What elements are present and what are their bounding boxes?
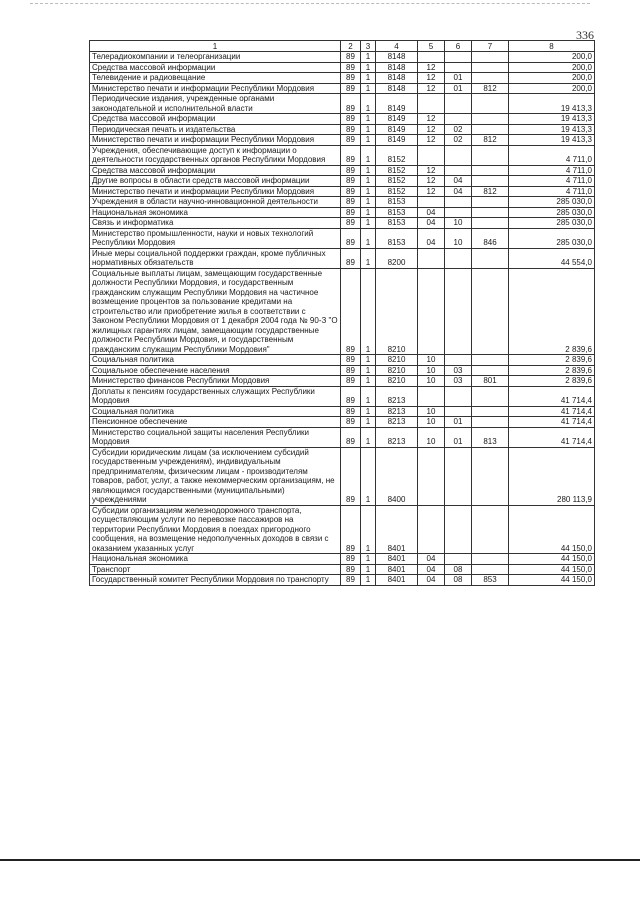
row-code-cell: 8152 [376,186,418,197]
table-row [90,83,595,94]
row-code-cell [418,447,445,505]
row-amount-cell: 4 711,0 [509,145,595,165]
row-amount-cell: 2 839,6 [509,376,595,387]
row-code-cell: 10 [445,228,472,248]
row-code-cell: 12 [418,83,445,94]
row-code-cell: 89 [341,165,361,176]
row-code-cell [472,52,509,63]
row-code-cell: 8213 [376,417,418,428]
row-name-cell: Транспорт [90,564,341,575]
row-name-cell: Периодическая печать и издательства [90,124,341,135]
row-code-cell: 89 [341,94,361,114]
row-code-cell: 04 [445,186,472,197]
row-code-cell: 1 [361,83,376,94]
row-name-cell: Субсидии юридическим лицам (за исключением субсидий государственным учреждениям), индивидуальным предпринимателям, физическим лицам - производителям товаров, работ, услуг, а также некоммерческим организациям, не являющимся государственными (муниципальными) учреждениями [90,447,341,505]
row-name-cell: Министерство промышленности, науки и новых технологий Республики Мордовия [90,228,341,248]
row-code-cell: 8152 [376,165,418,176]
row-code-cell: 04 [418,228,445,248]
table-row [90,186,595,197]
row-code-cell [472,248,509,268]
row-code-cell: 1 [361,355,376,366]
row-code-cell [472,218,509,229]
row-amount-cell: 19 413,3 [509,135,595,146]
row-code-cell: 1 [361,52,376,63]
table-row [90,228,595,248]
row-name-cell: Учреждения, обеспечивающие доступ к информации о деятельности государственных органов Республики Мордовия [90,145,341,165]
row-amount-cell: 285 030,0 [509,197,595,208]
row-code-cell: 8213 [376,427,418,447]
row-amount-cell: 285 030,0 [509,228,595,248]
row-code-cell: 1 [361,228,376,248]
row-code-cell: 12 [418,176,445,187]
row-code-cell: 12 [418,165,445,176]
row-code-cell [472,554,509,565]
table-row [90,73,595,84]
row-code-cell: 89 [341,268,361,355]
row-code-cell: 1 [361,114,376,125]
table-row [90,165,595,176]
row-code-cell: 853 [472,575,509,586]
table-row [90,207,595,218]
row-code-cell: 1 [361,417,376,428]
row-code-cell: 89 [341,376,361,387]
row-code-cell: 03 [445,365,472,376]
row-code-cell: 1 [361,376,376,387]
row-amount-cell: 200,0 [509,62,595,73]
table-row [90,145,595,165]
row-code-cell: 08 [445,575,472,586]
row-code-cell [472,94,509,114]
row-code-cell: 12 [418,135,445,146]
row-amount-cell: 4 711,0 [509,176,595,187]
row-code-cell [445,268,472,355]
row-code-cell [472,505,509,554]
row-code-cell [418,94,445,114]
row-name-cell: Пенсионное обеспечение [90,417,341,428]
row-code-cell [418,248,445,268]
row-code-cell: 01 [445,73,472,84]
row-code-cell: 02 [445,124,472,135]
row-code-cell: 8401 [376,554,418,565]
row-code-cell: 04 [418,554,445,565]
row-code-cell: 02 [445,135,472,146]
row-code-cell: 1 [361,554,376,565]
row-code-cell [472,176,509,187]
row-code-cell: 8148 [376,83,418,94]
row-code-cell: 8210 [376,365,418,376]
row-name-cell: Министерство печати и информации Республики Мордовия [90,135,341,146]
column-header-5: 5 [418,41,445,52]
row-code-cell: 89 [341,73,361,84]
table-body [90,52,595,586]
row-code-cell [418,197,445,208]
table-row [90,355,595,366]
row-code-cell [445,406,472,417]
row-code-cell: 8200 [376,248,418,268]
row-code-cell [445,197,472,208]
table-row [90,197,595,208]
row-amount-cell: 4 711,0 [509,165,595,176]
row-code-cell: 801 [472,376,509,387]
row-code-cell [418,268,445,355]
table-row [90,376,595,387]
row-code-cell [472,386,509,406]
row-code-cell [445,94,472,114]
row-code-cell [445,207,472,218]
row-name-cell: Министерство финансов Республики Мордовия [90,376,341,387]
row-amount-cell: 44 150,0 [509,564,595,575]
row-code-cell: 812 [472,135,509,146]
row-code-cell: 1 [361,406,376,417]
row-name-cell: Средства массовой информации [90,114,341,125]
table-row [90,406,595,417]
row-name-cell: Связь и информатика [90,218,341,229]
row-code-cell: 89 [341,564,361,575]
row-code-cell: 1 [361,135,376,146]
row-code-cell: 8148 [376,52,418,63]
row-code-cell [445,505,472,554]
row-code-cell: 89 [341,417,361,428]
row-amount-cell: 19 413,3 [509,124,595,135]
row-code-cell: 8149 [376,135,418,146]
row-code-cell: 12 [418,114,445,125]
table-row [90,248,595,268]
row-code-cell: 89 [341,207,361,218]
column-header-7: 7 [472,41,509,52]
row-code-cell: 812 [472,186,509,197]
row-code-cell: 8153 [376,197,418,208]
row-code-cell [445,248,472,268]
row-amount-cell: 285 030,0 [509,207,595,218]
row-name-cell: Доплаты к пенсиям государственных служащих Республики Мордовия [90,386,341,406]
row-code-cell: 1 [361,145,376,165]
row-amount-cell: 41 714,4 [509,386,595,406]
row-code-cell: 1 [361,505,376,554]
row-code-cell: 8213 [376,386,418,406]
budget-table [89,40,595,586]
column-header-4: 4 [376,41,418,52]
row-code-cell [472,268,509,355]
row-code-cell: 10 [418,365,445,376]
table-row [90,268,595,355]
row-code-cell: 03 [445,376,472,387]
row-code-cell: 8210 [376,376,418,387]
row-amount-cell: 280 113,9 [509,447,595,505]
row-name-cell: Социальные выплаты лицам, замещающим государственные должности Республики Мордовия, и государственным гражданским служащим Республики Мордовия на частичное возмещение процентов за пользование кредитами на строительство или приобретение жилья в соответствии с Законом Республики Мордовия от 1 декабря 2004 года № 90-З "О жилищных гарантиях лицам, замещающим государственные должности Республики Мордовия, и государственным гражданским служащим Республики Мордовия" [90,268,341,355]
scan-bottom-edge [0,859,640,861]
table-row [90,505,595,554]
row-code-cell [418,145,445,165]
row-code-cell: 89 [341,83,361,94]
row-name-cell: Телерадиокомпании и телеорганизации [90,52,341,63]
row-code-cell: 8148 [376,62,418,73]
table-row [90,417,595,428]
row-code-cell: 1 [361,248,376,268]
table-row [90,124,595,135]
row-code-cell: 89 [341,427,361,447]
row-amount-cell: 285 030,0 [509,218,595,229]
row-name-cell: Социальная политика [90,406,341,417]
row-amount-cell: 41 714,4 [509,427,595,447]
row-code-cell: 89 [341,386,361,406]
row-code-cell [445,62,472,73]
page-number: 336 [576,28,594,42]
row-code-cell: 89 [341,176,361,187]
row-code-cell: 89 [341,52,361,63]
row-code-cell: 1 [361,386,376,406]
table-row [90,575,595,586]
row-code-cell: 89 [341,575,361,586]
row-code-cell: 846 [472,228,509,248]
row-code-cell [472,564,509,575]
table-row [90,365,595,376]
row-code-cell [472,124,509,135]
row-code-cell [418,386,445,406]
row-code-cell: 04 [418,564,445,575]
row-code-cell [445,52,472,63]
row-code-cell [472,406,509,417]
row-code-cell [472,355,509,366]
row-code-cell: 10 [418,417,445,428]
row-name-cell: Телевидение и радиовещание [90,73,341,84]
row-code-cell: 89 [341,554,361,565]
column-header-6: 6 [445,41,472,52]
row-code-cell: 89 [341,218,361,229]
table-row [90,218,595,229]
table-row [90,554,595,565]
row-code-cell: 8152 [376,145,418,165]
row-code-cell: 1 [361,427,376,447]
row-name-cell: Государственный комитет Республики Мордовия по транспорту [90,575,341,586]
row-code-cell [472,73,509,84]
row-code-cell: 89 [341,135,361,146]
row-code-cell: 1 [361,218,376,229]
row-code-cell: 813 [472,427,509,447]
row-code-cell: 89 [341,406,361,417]
row-code-cell: 89 [341,505,361,554]
row-code-cell [472,207,509,218]
row-name-cell: Средства массовой информации [90,165,341,176]
row-code-cell: 8401 [376,575,418,586]
column-header-2: 2 [341,41,361,52]
row-amount-cell: 200,0 [509,73,595,84]
row-code-cell: 04 [418,207,445,218]
table-row [90,52,595,63]
row-amount-cell: 19 413,3 [509,114,595,125]
row-amount-cell: 41 714,4 [509,406,595,417]
row-code-cell [445,447,472,505]
row-code-cell: 1 [361,207,376,218]
row-code-cell [472,417,509,428]
table-header-row [90,41,595,52]
row-amount-cell: 200,0 [509,83,595,94]
row-code-cell [418,505,445,554]
row-code-cell: 10 [418,376,445,387]
row-code-cell: 812 [472,83,509,94]
row-code-cell: 1 [361,165,376,176]
row-code-cell: 89 [341,62,361,73]
row-code-cell: 89 [341,355,361,366]
row-code-cell: 10 [445,218,472,229]
row-code-cell: 12 [418,186,445,197]
row-amount-cell: 2 839,6 [509,355,595,366]
row-code-cell: 89 [341,145,361,165]
row-code-cell: 8148 [376,73,418,84]
row-name-cell: Социальная политика [90,355,341,366]
row-amount-cell: 2 839,6 [509,365,595,376]
row-code-cell: 12 [418,73,445,84]
row-name-cell: Социальное обеспечение населения [90,365,341,376]
row-code-cell [445,165,472,176]
row-code-cell: 1 [361,73,376,84]
row-code-cell: 8401 [376,564,418,575]
row-amount-cell: 2 839,6 [509,268,595,355]
row-code-cell: 8153 [376,218,418,229]
row-code-cell: 08 [445,564,472,575]
row-code-cell [445,114,472,125]
row-code-cell: 01 [445,83,472,94]
row-code-cell [472,165,509,176]
row-code-cell: 1 [361,564,376,575]
row-code-cell [445,554,472,565]
row-code-cell: 8400 [376,447,418,505]
row-code-cell: 1 [361,176,376,187]
table-row [90,564,595,575]
row-name-cell: Субсидии организациям железнодорожного транспорта, осуществляющим услуги по перевозке пассажиров на территории Республики Мордовия в поездах пригородного сообщения, на возмещение недополученных доходов в связи с оказанием указанных услуг [90,505,341,554]
row-code-cell: 1 [361,124,376,135]
row-code-cell: 10 [418,406,445,417]
row-code-cell [472,114,509,125]
row-amount-cell: 41 714,4 [509,417,595,428]
row-code-cell: 10 [418,427,445,447]
row-code-cell: 8210 [376,268,418,355]
row-code-cell: 1 [361,268,376,355]
table-row [90,114,595,125]
row-amount-cell: 4 711,0 [509,186,595,197]
table-row [90,135,595,146]
table-row [90,62,595,73]
row-code-cell: 1 [361,575,376,586]
row-code-cell: 12 [418,124,445,135]
row-code-cell: 89 [341,197,361,208]
row-name-cell: Средства массовой информации [90,62,341,73]
row-code-cell: 8213 [376,406,418,417]
row-code-cell [445,386,472,406]
row-code-cell: 04 [445,176,472,187]
scan-top-edge [30,3,590,4]
row-code-cell: 89 [341,186,361,197]
row-amount-cell: 19 413,3 [509,94,595,114]
row-name-cell: Министерство социальной защиты населения Республики Мордовия [90,427,341,447]
row-code-cell: 89 [341,124,361,135]
row-code-cell: 12 [418,62,445,73]
row-code-cell [472,62,509,73]
column-header-1: 1 [90,41,341,52]
table-row [90,176,595,187]
row-code-cell: 89 [341,447,361,505]
row-code-cell [445,145,472,165]
table-row [90,94,595,114]
row-name-cell: Иные меры социальной поддержки граждан, кроме публичных нормативных обязательств [90,248,341,268]
row-code-cell: 1 [361,62,376,73]
column-header-3: 3 [361,41,376,52]
row-name-cell: Национальная экономика [90,207,341,218]
row-code-cell: 8153 [376,207,418,218]
row-code-cell: 10 [418,355,445,366]
row-code-cell: 89 [341,228,361,248]
row-code-cell [472,447,509,505]
row-amount-cell: 44 554,0 [509,248,595,268]
row-code-cell: 01 [445,417,472,428]
row-code-cell: 1 [361,365,376,376]
row-code-cell [472,365,509,376]
row-name-cell: Министерство печати и информации Республики Мордовия [90,83,341,94]
row-name-cell: Другие вопросы в области средств массовой информации [90,176,341,187]
row-code-cell: 01 [445,427,472,447]
row-code-cell: 8149 [376,94,418,114]
row-name-cell: Министерство печати и информации Республики Мордовия [90,186,341,197]
row-code-cell [472,197,509,208]
row-code-cell: 8152 [376,176,418,187]
row-code-cell [445,355,472,366]
row-code-cell: 8401 [376,505,418,554]
row-name-cell: Периодические издания, учрежденные органами законодательной и исполнительной власти [90,94,341,114]
table-row [90,386,595,406]
row-code-cell: 1 [361,94,376,114]
row-code-cell: 8153 [376,228,418,248]
row-name-cell: Национальная экономика [90,554,341,565]
row-code-cell: 89 [341,365,361,376]
row-amount-cell: 200,0 [509,52,595,63]
table-row [90,447,595,505]
row-code-cell: 1 [361,447,376,505]
row-code-cell: 8149 [376,114,418,125]
row-code-cell: 04 [418,218,445,229]
row-name-cell: Учреждения в области научно-инновационной деятельности [90,197,341,208]
column-header-8: 8 [509,41,595,52]
row-code-cell: 8210 [376,355,418,366]
row-code-cell: 1 [361,186,376,197]
row-amount-cell: 44 150,0 [509,505,595,554]
row-code-cell: 8149 [376,124,418,135]
row-code-cell: 89 [341,114,361,125]
table-row [90,427,595,447]
row-code-cell: 04 [418,575,445,586]
row-code-cell: 1 [361,197,376,208]
row-code-cell [418,52,445,63]
row-code-cell [472,145,509,165]
row-amount-cell: 44 150,0 [509,575,595,586]
row-amount-cell: 44 150,0 [509,554,595,565]
row-code-cell: 89 [341,248,361,268]
